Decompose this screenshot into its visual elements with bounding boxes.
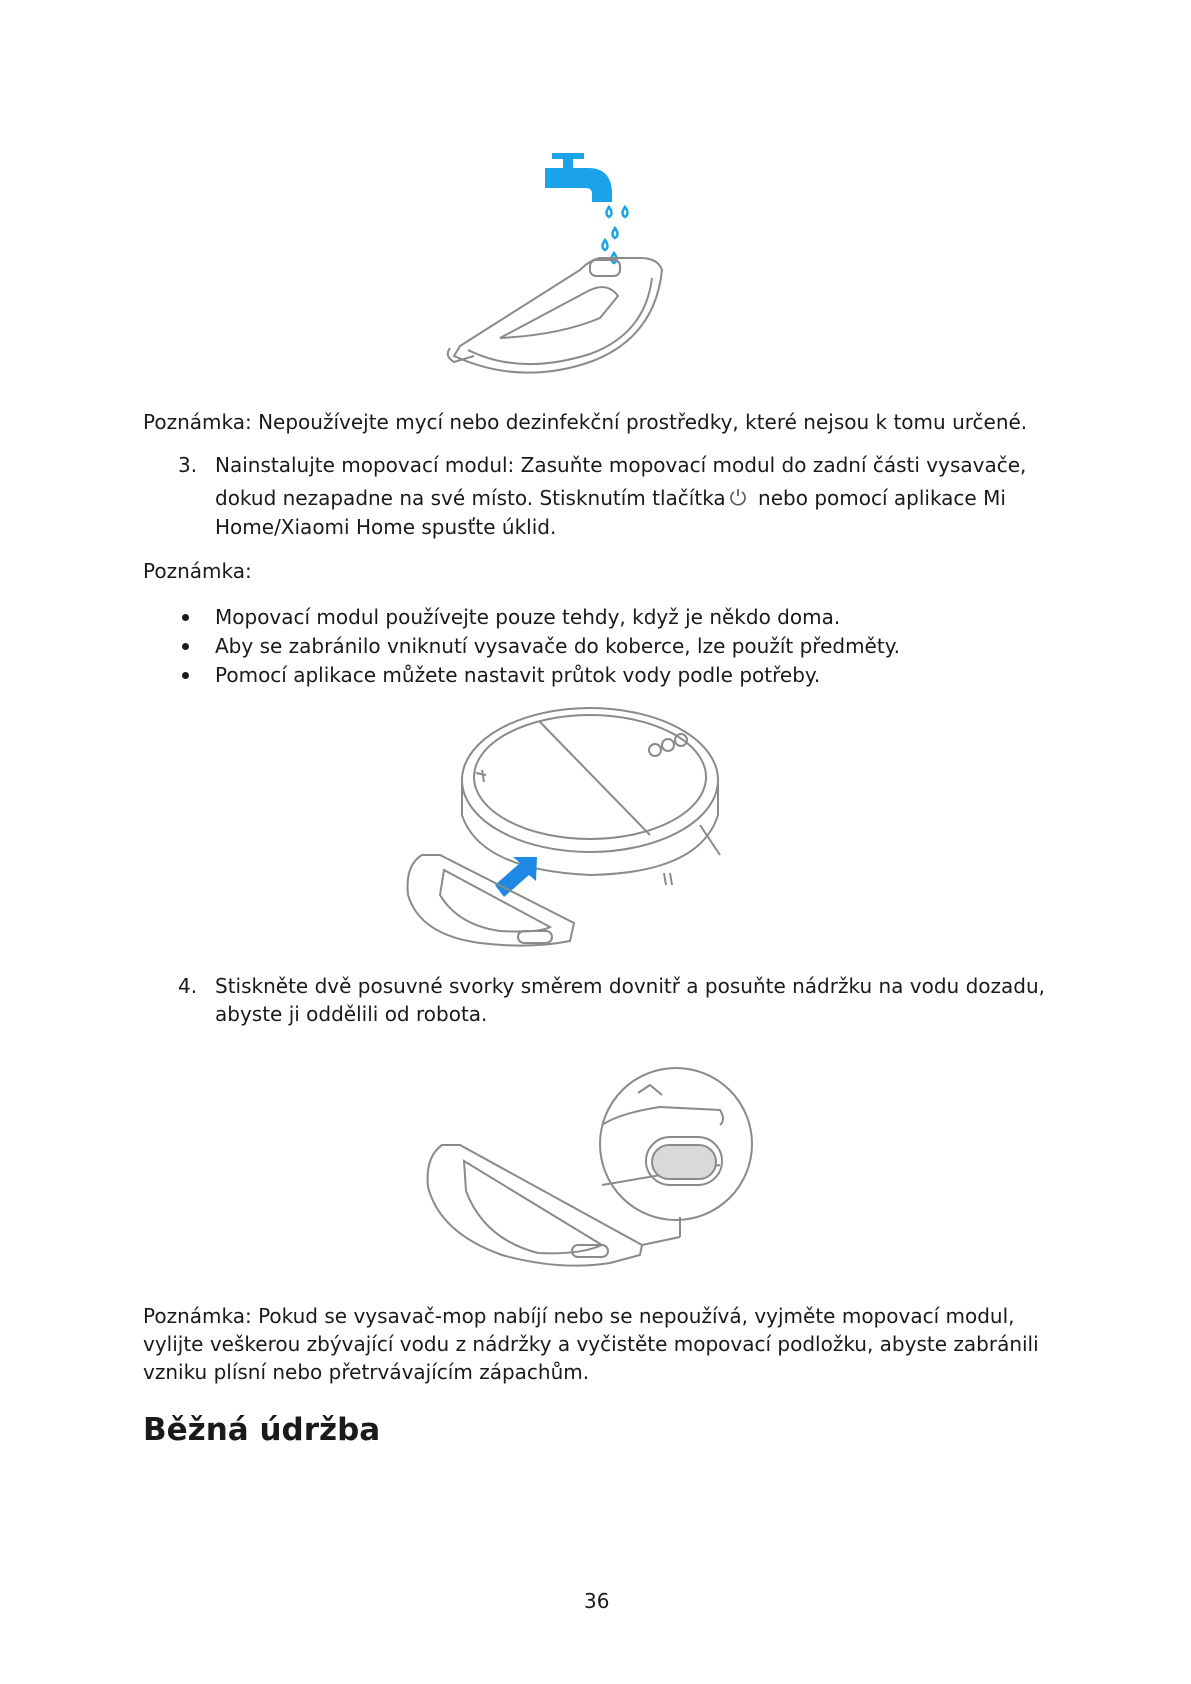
bullet-dot <box>182 614 189 621</box>
note-storage-line-2: vylijte veškerou zbývající vodu z nádržky a vyčistěte mopovací podložku, abyste zabránili <box>143 1332 1039 1356</box>
step-3-line-1: Nainstalujte mopovací modul: Zasuňte mopovací modul do zadní části vysavače, <box>215 453 1027 477</box>
page-number: 36 <box>584 1589 610 1613</box>
step-3-line-2 <box>215 484 1006 512</box>
water-drops-icon <box>603 207 628 263</box>
water-tank-illustration <box>448 258 662 373</box>
mop-module-illustration <box>408 855 574 946</box>
bullet-item-3: Pomocí aplikace můžete nastavit průtok vody podle potřeby. <box>215 663 821 687</box>
faucet-icon <box>545 153 612 202</box>
bullet-dot <box>182 672 189 679</box>
robot-vacuum-illustration <box>462 708 720 875</box>
clip-detail-magnifier <box>600 1068 752 1220</box>
mop-module-insertion-illustration <box>400 705 770 960</box>
bullet-dot <box>182 643 189 650</box>
note-storage-line-3: vzniku plísní nebo přetrvávajícím zápachům. <box>143 1360 590 1384</box>
mop-module-illustration <box>428 1145 680 1266</box>
power-icon <box>728 486 748 506</box>
step-3-line-3: Home/Xiaomi Home spusťte úklid. <box>215 515 557 539</box>
bullet-item-1: Mopovací modul používejte pouze tehdy, když je někdo doma. <box>215 605 841 629</box>
note-no-detergents: Poznámka: Nepoužívejte mycí nebo dezinfekční prostředky, které nejsou k tomu určené. <box>143 410 1028 434</box>
note-storage-line-1: Poznámka: Pokud se vysavač-mop nabíjí nebo se nepoužívá, vyjměte mopovací modul, <box>143 1304 1015 1328</box>
bullet-item-2: Aby se zabránilo vniknutí vysavače do koberce, lze použít předměty. <box>215 634 901 658</box>
mop-module-removal-illustration <box>420 1065 765 1275</box>
step-3-line-2-before: dokud nezapadne na své místo. Stisknutím tlačítka <box>215 486 726 510</box>
step-4-number: 4. <box>178 974 198 998</box>
step-3-number: 3. <box>178 453 198 477</box>
step-3-line-2-after: nebo pomocí aplikace Mi <box>751 486 1006 510</box>
section-heading: Běžná údržba <box>143 1412 381 1448</box>
note-label: Poznámka: <box>143 559 252 583</box>
step-4-line-2: abyste ji oddělili od robota. <box>215 1002 488 1026</box>
step-4-line-1: Stiskněte dvě posuvné svorky směrem dovnitř a posuňte nádržku na vodu dozadu, <box>215 974 1045 998</box>
faucet-washing-illustration <box>440 150 690 390</box>
